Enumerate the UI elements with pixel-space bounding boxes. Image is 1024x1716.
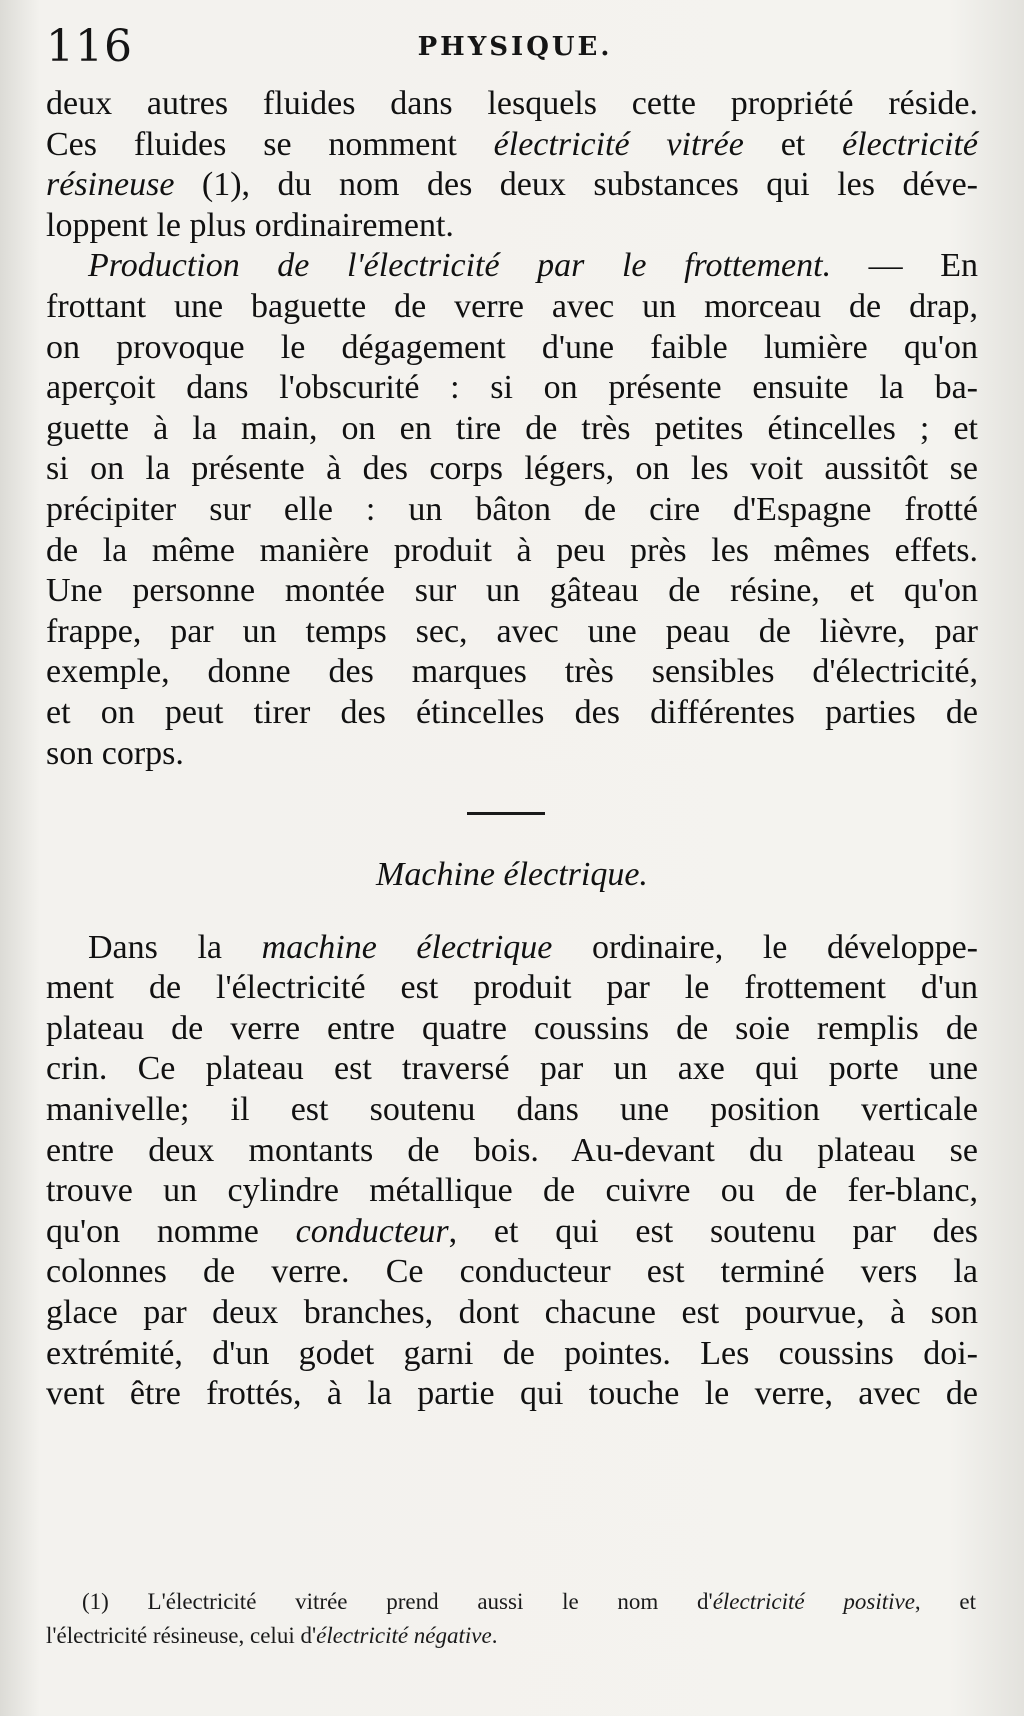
spacer [46, 774, 978, 812]
paragraph2-line: on provoque le dégagement d'une faible lumière qu'on [46, 328, 978, 366]
paragraph3-line7: trouve un cylindre métallique de cuivre ou de fer-blanc, [46, 1172, 978, 1210]
paragraph1-line2: Ces fluides se nomment électricité vitrée et électricité [46, 125, 978, 163]
paragraph3-line6: entre deux montants de bois. Au-devant du plateau se [46, 1131, 978, 1169]
paragraph2-line: si on la présente à des corps légers, on les voit aussitôt se [46, 450, 978, 488]
spacer [46, 896, 978, 928]
paragraph3-line4: crin. Ce plateau est traversé par un axe qui porte une [46, 1050, 978, 1088]
paragraph2-line: frappe, par un temps sec, avec une peau de lièvre, par [46, 612, 978, 650]
paragraph3-line11: extrémité, d'un godet garni de pointes. Les coussins doi- [46, 1334, 978, 1372]
paragraph3-line2: ment de l'électricité est produit par le frottement d'un [46, 969, 978, 1007]
paragraph2-line: aperçoit dans l'obscurité : si on présente ensuite la ba- [46, 369, 978, 407]
page-number: 116 [46, 21, 133, 72]
paragraph3-line9: colonnes de verre. Ce conducteur est terminé vers la [46, 1253, 978, 1291]
paragraph2-line: son corps. [46, 734, 184, 772]
paragraph2-heading: Production de l'électricité par le frottement. [88, 247, 832, 285]
paragraph2-line: précipiter sur elle : un bâton de cire d'Espagne frotté [46, 490, 978, 528]
paragraph3-line1: Dans la machine électrique ordinaire, le développe- [88, 928, 978, 966]
paragraph2-line: exemple, donne des marques très sensibles d'électricité, [46, 653, 978, 691]
page-header [46, 22, 984, 72]
paragraph2-line: de la même manière produit à peu près les mêmes effets. [46, 531, 978, 569]
body-text [46, 84, 978, 1415]
footnote [46, 1585, 976, 1653]
paragraph3-line3: plateau de verre entre quatre coussins de soie remplis de [46, 1009, 978, 1047]
paragraph2-line: guette à la main, on en tire de très petites étincelles ; et [46, 409, 978, 447]
paragraph1-line3: résineuse (1), du nom des deux substances qui les déve- [46, 166, 978, 204]
paragraph3-line8: qu'on nomme conducteur, et qui est soutenu par des [46, 1212, 978, 1250]
footnote-line1: (1) L'électricité vitrée prend aussi le nom d'électricité positive, et [82, 1589, 976, 1614]
section-divider [467, 812, 545, 815]
paragraph2-line: Une personne montée sur un gâteau de résine, et qu'on [46, 572, 978, 610]
footnote-line2: l'électricité résineuse, celui d'électricité négative. [46, 1623, 498, 1648]
paragraph2-line: frottant une baguette de verre avec un morceau de drap, [46, 287, 978, 325]
paragraph2-line: et on peut tirer des étincelles des différentes parties de [46, 693, 978, 731]
paragraph1-line4: loppent le plus ordinairement. [46, 206, 454, 244]
paragraph3-line10: glace par deux branches, dont chacune est pourvue, à son [46, 1294, 978, 1332]
paragraph1-line1: deux autres fluides dans lesquels cette propriété réside. [46, 85, 978, 122]
section-title: Machine électrique. [376, 856, 648, 894]
paragraph2-heading-line: Production de l'électricité par le frottement. — En [88, 247, 978, 285]
paragraph3-line12: vent être frottés, à la partie qui touche le verre, avec de [46, 1375, 978, 1413]
running-title: PHYSIQUE. [417, 32, 613, 62]
paragraph3-line5: manivelle; il est soutenu dans une position verticale [46, 1091, 978, 1129]
